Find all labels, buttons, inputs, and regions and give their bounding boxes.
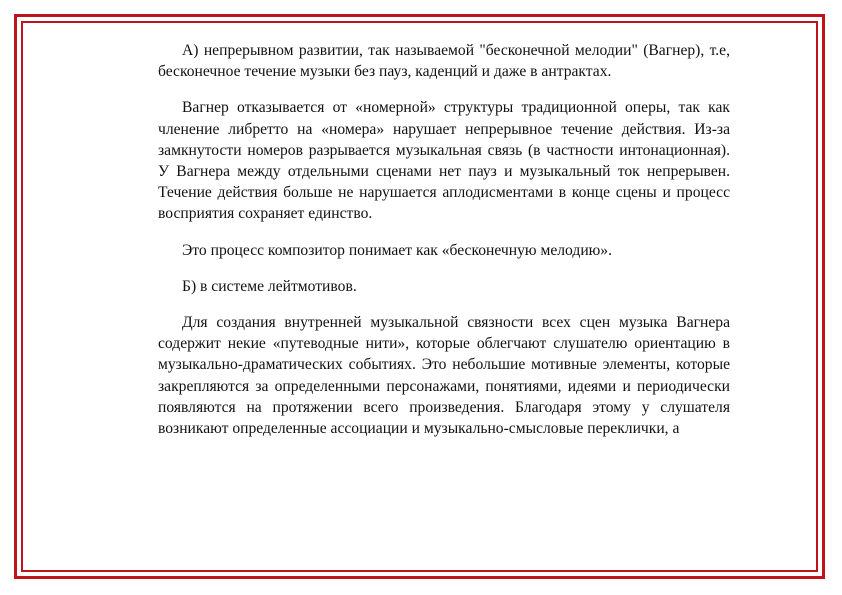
paragraph-intro-endless-melody: А) непрерывном развитии, так называемой "бесконечной мелодии" (Вагнер), т.е, бесконечное течение музыки без пауз, каденций и даже в антрактах.: [158, 42, 730, 81]
paragraph-leitmotif-description: Для создания внутренней музыкальной связности всех сцен музыка Вагнера содержит некие «путеводные нити», которые облегчают слушателю ориентацию в музыкально-драматических событиях. Это небольшие мотивные элементы, которые закрепляются за определенными персонажами, понятиями, идеями и периодически появляются на протяжении всего произведения. Благодаря этому у слушателя возникают определенные ассоциации и музыкально-смысловые переклички, а: [158, 314, 730, 438]
paragraph-number-structure: Вагнер отказывается от «номерной» структуры традиционной оперы, так как членение либретто на «номера» нарушает непрерывное течение действия. Из-за замкнутости номеров разрывается музыкальная связь (в частности интонационная). У Вагнера между отдельными сценами нет пауз и музыкальный ток непрерывен. Течение действия больше не нарушается аплодисментами в конце сцены и процесс восприятия сохраняет единство.: [158, 99, 730, 223]
document-body: [158, 40, 730, 454]
paragraph-endless-melody-summary: Это процесс композитор понимает как «бесконечную мелодию».: [182, 241, 613, 259]
paragraph-leitmotif-heading: Б) в системе лейтмотивов.: [182, 277, 357, 295]
